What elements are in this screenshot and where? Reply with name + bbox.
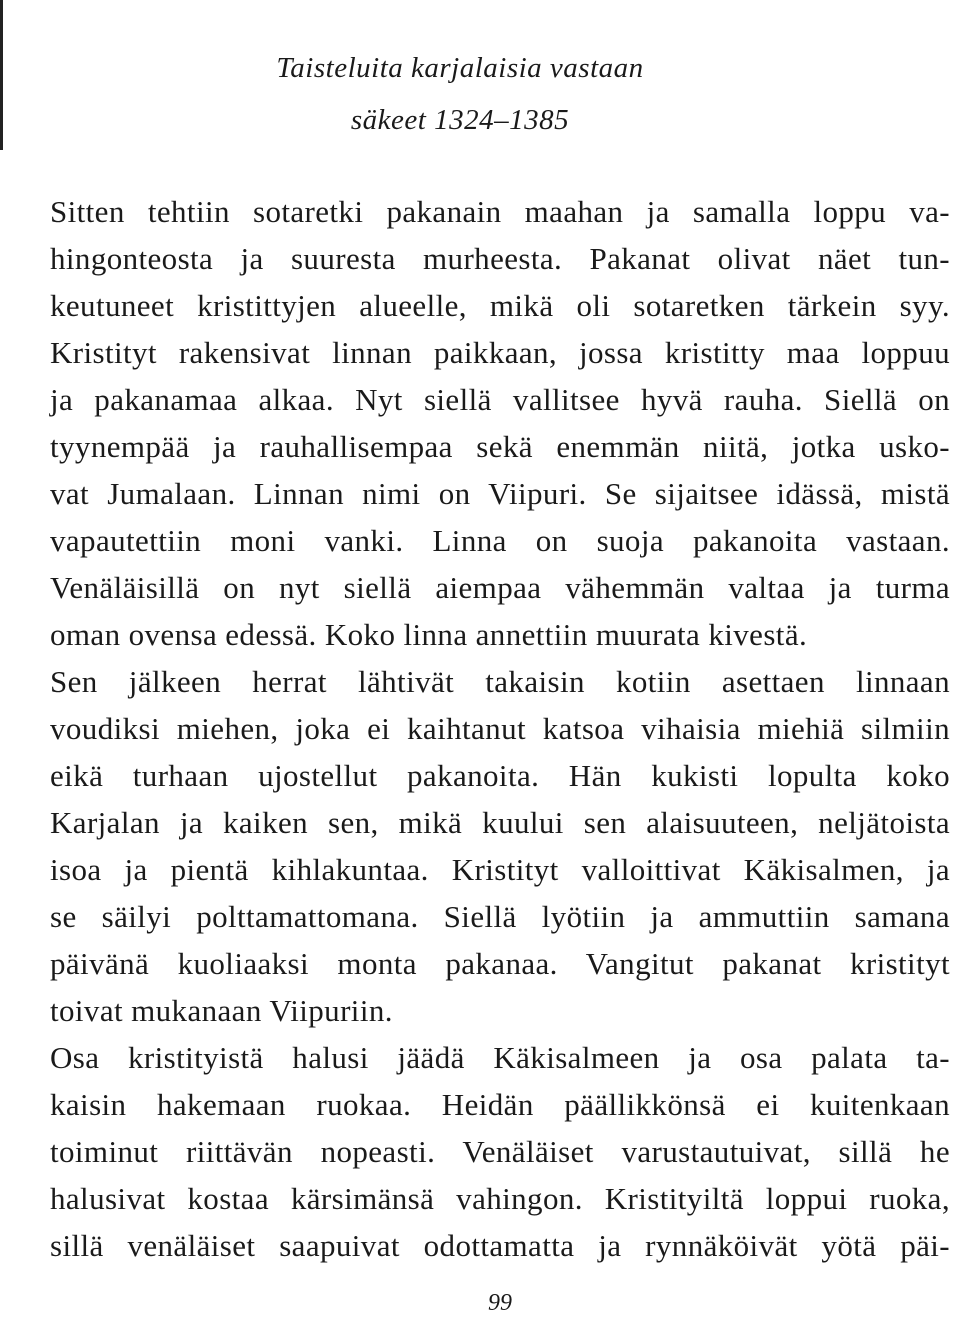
text-line: toiminut riittävän nopeasti. Venäläiset varustautuivat, sillä he — [50, 1134, 950, 1169]
text-line: Osa kristityistä halusi jäädä Käkisalmeen ja osa palata ta- — [50, 1040, 950, 1075]
text-line: Venäläisillä on nyt siellä aiempaa vähemmän valtaa ja turma — [50, 570, 950, 605]
text-line: voudiksi miehen, joka ei kaihtanut katsoa vihaisia miehiä silmiin — [50, 711, 950, 746]
text-line: tyynempää ja rauhallisempaa sekä enemmän niitä, jotka usko- — [50, 429, 950, 464]
text-line: kaisin hakemaan ruokaa. Heidän päällikkönsä ei kuitenkaan — [50, 1087, 950, 1122]
text-line: päivänä kuoliaaksi monta pakanaa. Vangitut pakanat kristityt — [50, 946, 950, 981]
chapter-title: Taisteluita karjalaisia vastaan — [276, 52, 644, 84]
page-number: 99 — [488, 1290, 512, 1316]
text-line: halusivat kostaa kärsimänsä vahingon. Kristityiltä loppui ruoka, — [50, 1181, 950, 1216]
text-line: vapautettiin moni vanki. Linna on suoja pakanoita vastaan. — [50, 523, 950, 558]
text-line: se säilyi polttamattomana. Siellä lyötiin ja ammuttiin samana — [50, 899, 950, 934]
text-line: Kristityt rakensivat linnan paikkaan, jossa kristitty maa loppuu — [50, 335, 950, 370]
text-line: keutuneet kristittyjen alueelle, mikä oli sotaretken tärkein syy. — [50, 288, 950, 323]
text-line: sillä venäläiset saapuivat odottamatta ja rynnäköivät yötä päi- — [50, 1228, 950, 1263]
text-line: eikä turhaan ujostellut pakanoita. Hän kukisti lopulta koko — [50, 758, 950, 793]
text-line: oman ovensa edessä. Koko linna annettiin muurata kivestä. — [50, 617, 808, 652]
text-line: isoa ja pientä kihlakuntaa. Kristityt valloittivat Käkisalmen, ja — [50, 852, 950, 887]
text-line: toivat mukanaan Viipuriin. — [50, 993, 393, 1028]
text-line: vat Jumalaan. Linnan nimi on Viipuri. Se sijaitsee idässä, mistä — [50, 476, 950, 511]
text-line: hingonteosta ja suuresta murheesta. Pakanat olivat näet tun- — [50, 241, 950, 276]
text-line: Karjalan ja kaiken sen, mikä kuului sen alaisuuteen, neljätoista — [50, 805, 950, 840]
text-line: ja pakanamaa alkaa. Nyt siellä vallitsee hyvä rauha. Siellä on — [50, 382, 950, 417]
verse-range: säkeet 1324–1385 — [350, 104, 570, 136]
text-line: Sen jälkeen herrat lähtivät takaisin kotiin asettaen linnaan — [50, 664, 950, 699]
text-line: Sitten tehtiin sotaretki pakanain maahan ja samalla loppu va- — [50, 194, 950, 229]
